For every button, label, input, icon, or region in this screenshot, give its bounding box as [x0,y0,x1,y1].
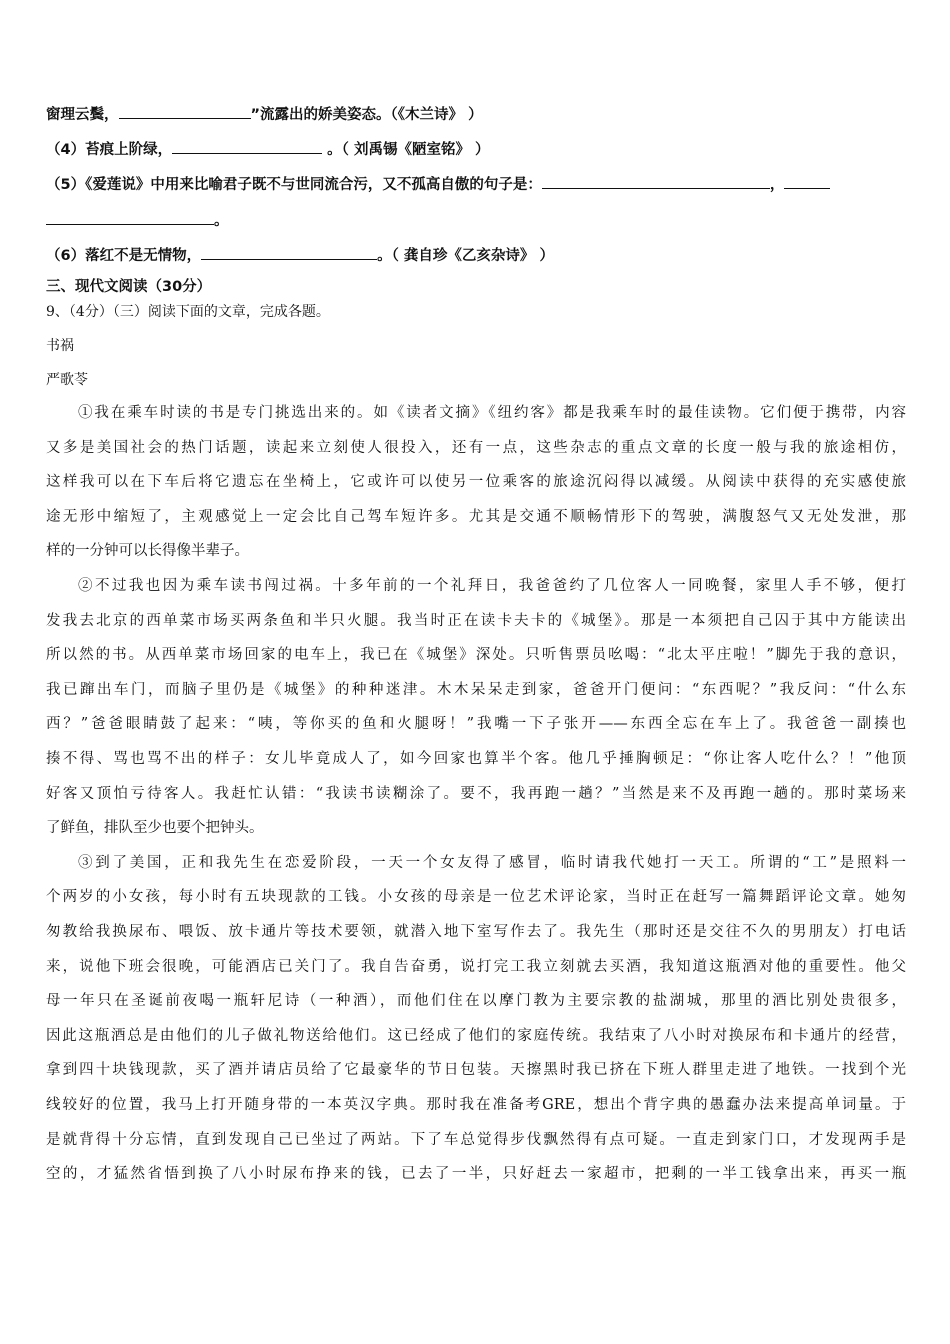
article-line: 线较好的位置，我马上打开随身带的一本英汉字典。那时我在准备考GRE，想出个背字典的愚蠢办法来提高单词量。于 [46,1097,906,1113]
article-line: 途无形中缩短了，主观感觉上一定会比自己驾车短许多。尤其是交通不顺畅情形下的驾驶，满腹怒气又无处发泄，那 [46,508,906,525]
article-line: 因此这瓶酒总是由他们的儿子做礼物送给他们。这已经成了他们的家庭传统。我结束了八小时对换尿布和卡通片的经营， [46,1027,906,1044]
question-9: 9、（4分）（三）阅读下面的文章，完成各题。 [46,304,330,320]
poem-line-4-suffix: 。 [214,213,229,229]
article-line: 样的一分钟可以长得像半辈子。 [46,543,249,560]
article-line: 匆教给我换尿布、喂饭、放卡通片等技术要领，就潜入地下室写作去了。我先生（那时还是交往不久的男朋友）打电话 [46,924,906,940]
article-line: 好客又顶怕亏待客人。我赶忙认错：“我读书读糊涂了。要不，我再跑一趟？”当然是来不及再跑一趟的。那时菜场来 [46,785,906,802]
article-line: 西？”爸爸眼睛鼓了起来：“咦，等你买的鱼和火腿呀！”我嘴一下子张开——东西全忘在车上了。我爸爸一副揍也 [46,716,906,733]
article-author: 严歌苓 [46,372,88,388]
article-line: ③到了美国，正和我先生在恋爱阶段，一天一个女友得了感冒，临时请我代她打一天工。所谓的“工”是照料一 [78,854,906,871]
poem-line-5-prefix: （6）落红不是无情物， [46,248,202,264]
answer-blank-4b[interactable] [46,210,214,225]
answer-blank-3[interactable] [542,174,770,189]
article-line: 又多是美国社会的热门话题，读起来立刻使人很投入，还有一点，这些杂志的重点文章的长度一般与我的旅途相仿， [46,439,906,456]
article-line: ②不过我也因为乘车读书闯过祸。十多年前的一个礼拜日，我爸爸约了几位客人一同晚餐，家里人手不够，便打 [78,578,906,594]
poem-line-3-prefix: （5）《爱莲说》中用来比喻君子既不与世同流合污，又不孤高自傲的句子是： [46,177,542,193]
article-line: 是就背得十分忘情，直到发现自己已坐过了两站。下了车总觉得步伐飘然得有点可疑。一直走到家门口，才发现两手是 [46,1131,906,1148]
article-line: 母一年只在圣诞前夜喝一瓶轩尼诗（一种酒），而他们住在以摩门教为主要宗教的盐湖城，那里的酒比别处贵很多， [46,993,906,1010]
article-line: 拿到四十块钱现款，买了酒并请店员给了它最豪华的节日包装。天擦黑时我已挤在下班人群里走进了地铁。一找到个光 [46,1062,906,1079]
article-line: 我已蹿出车门，而脑子里仍是《城堡》的种种迷津。木木呆呆走到家，爸爸开门便问：“东西呢？”我反问：“什么东 [46,681,906,698]
poem-line-3-separator: ， [769,177,785,193]
section-title: 三、现代文阅读（30分） [46,279,212,295]
article-line: 这样我可以在下车后将它遗忘在坐椅上，它或许可以使另一位乘客的旅途沉闷得以减缓。从阅读中获得的充实感使旅 [46,474,906,491]
poem-line-5 [46,244,554,265]
poem-line-3 [46,173,830,194]
article-line: 来，说他下班会很晚，可能酒店已关门了。我自告奋勇，说打完工我立刻就去买酒，我知道这瓶酒对他的重要性。他父 [46,958,906,975]
article-line: 了鲜鱼，排队至少也要个把钟头。 [46,820,264,837]
answer-blank-5[interactable] [201,245,377,260]
poem-line-2-suffix: 。（ 刘禹锡《陋室铭》 ） [322,142,490,158]
article-line: 发我去北京的西单菜市场买两条鱼和半只火腿。我当时正在读卡夫卡的《城堡》。那是一本须把自己囚于其中方能读出 [46,612,906,629]
article-title: 书祸 [46,338,74,354]
article-line: ①我在乘车时读的书是专门挑选出来的。如《读者文摘》《纽约客》都是我乘车时的最佳读物。它们便于携带，内容 [78,405,906,421]
poem-line-5-suffix: 。（ 龚自珍《乙亥杂诗》 ） [377,248,554,264]
poem-line-2-prefix: （4）苔痕上阶绿， [46,142,173,158]
article-line: 空的，才猛然省悟到换了八小时尿布挣来的钱，已去了一半，只好赶去一家超市，把剩的一半工钱拿出来，再买一瓶 [46,1166,906,1183]
poem-line-4 [46,209,229,230]
answer-blank-2[interactable] [172,139,322,154]
article-line: 所以然的书。从西单菜市场回家的电车上，我已在《城堡》深处。只听售票员吆喝：“北太平庄啦！”脚先于我的意识， [46,647,906,664]
article-line: 揍不得、骂也骂不出的样子：女儿毕竟成人了，如今回家也算半个客。他几乎捶胸顿足：“你让客人吃什么？！”他顶 [46,751,906,767]
answer-blank-1[interactable] [119,104,251,119]
poem-line-1 [46,103,483,124]
poem-line-1-prefix: 窗理云鬓， [46,107,119,123]
poem-line-2 [46,138,490,159]
poem-line-1-suffix: ”流露出的娇美姿态。（《木兰诗》 ） [250,107,483,123]
article-line: 个两岁的小女孩，每小时有五块现款的工钱。小女孩的母亲是一位艺术评论家，当时正在赶写一篇舞蹈评论文章。她匆 [46,889,906,906]
answer-blank-4a[interactable] [784,174,830,189]
